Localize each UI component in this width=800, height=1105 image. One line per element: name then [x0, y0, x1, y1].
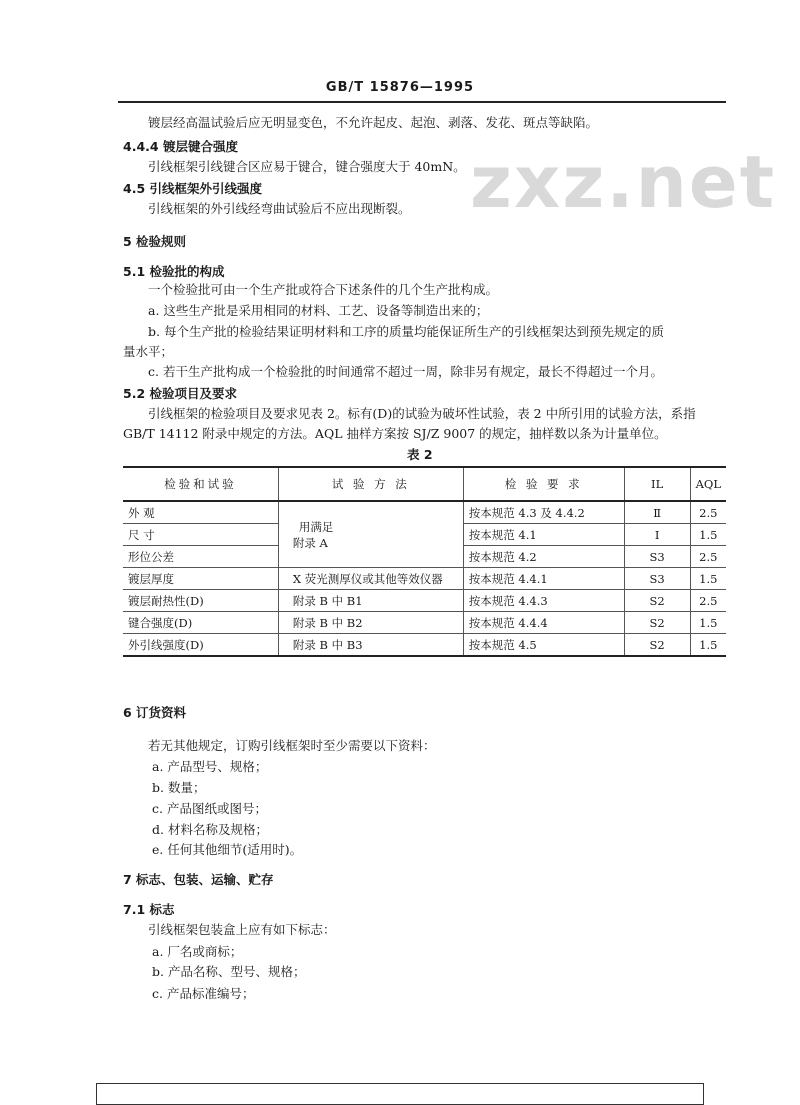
list-item-continuation: 量水平； [123, 344, 174, 359]
paragraph-line: 引线框架的外引线经弯曲试验后不应出现断裂。 [148, 201, 411, 216]
paragraph-line: 引线框架的检验项目及要求见表 2。标有(D)的试验为破坏性试验，表 2 中所引用的试验方法，系指 [148, 406, 696, 421]
page-footer-frame [96, 1083, 704, 1105]
list-item: d. 材料名称及规格； [152, 822, 268, 837]
clause-heading: 4.5 引线框架外引线强度 [123, 181, 262, 196]
paragraph-line: 若无其他规定，订购引线框架时至少需要以下资料： [148, 738, 436, 753]
list-item: a. 产品型号、规格； [152, 759, 268, 774]
table-cell: 镀层耐热性(D) [123, 590, 278, 612]
table-cell: 镀层厚度 [123, 568, 278, 590]
list-item: b. 每个生产批的检验结果证明材料和工序的质量均能保证所生产的引线框架达到预先规定的质 [148, 324, 664, 339]
merged-method-line: 用满足 [298, 519, 334, 534]
paragraph-line: 镀层经高温试验后应无明显变色，不允许起皮、起泡、剥落、发花、斑点等缺陷。 [148, 115, 599, 130]
table-cell: 1.5 [690, 568, 726, 590]
table-header-cell: 试 验 方 法 [278, 467, 463, 501]
table-cell: 附录 B 中 B3 [278, 634, 463, 657]
section-heading: 6 订货资料 [123, 705, 187, 720]
watermark: zxz.net [470, 140, 777, 224]
table-cell: 按本规范 4.1 [463, 524, 624, 546]
list-item: e. 任何其他细节(适用时)。 [152, 842, 303, 857]
table-cell: 1.5 [690, 524, 726, 546]
clause-heading: 5.2 检验项目及要求 [123, 386, 237, 401]
table-cell: S3 [624, 568, 690, 590]
list-item: a. 厂名或商标； [152, 944, 243, 959]
table-cell: 按本规范 4.4.4 [463, 612, 624, 634]
table-cell: 外引线强度(D) [123, 634, 278, 657]
section-heading: 5 检验规则 [123, 234, 187, 249]
table-caption: 表 2 [407, 447, 433, 462]
table-header-cell: 检验和试验 [123, 467, 278, 501]
clause-heading: 7.1 标志 [123, 902, 175, 917]
table-row [123, 501, 726, 524]
table-cell-merged-method [278, 501, 463, 568]
table-header-row [123, 467, 726, 501]
section-heading: 7 标志、包装、运输、贮存 [123, 872, 274, 887]
paragraph-line: 引线框架包装盒上应有如下标志： [148, 922, 336, 937]
table-row [123, 612, 726, 634]
table-cell: 按本规范 4.3 及 4.4.2 [463, 501, 624, 524]
table-cell: S3 [624, 546, 690, 568]
table-cell: 附录 B 中 B1 [278, 590, 463, 612]
table-cell: 2.5 [690, 546, 726, 568]
table-cell: 1.5 [690, 612, 726, 634]
document-header: GB/T 15876—1995 [325, 80, 475, 95]
table-header-cell: IL [624, 467, 690, 501]
table-cell: 按本规范 4.4.1 [463, 568, 624, 590]
paragraph-line: 引线框架引线键合区应易于键合，键合强度大于 40mN。 [148, 159, 466, 174]
table-cell: S2 [624, 612, 690, 634]
table-row [123, 634, 726, 657]
table-cell: 形位公差 [123, 546, 278, 568]
list-item: b. 数量； [152, 780, 206, 795]
table-cell: 尺 寸 [123, 524, 278, 546]
paragraph-line: 一个检验批可由一个生产批或符合下述条件的几个生产批构成。 [148, 282, 499, 297]
table-cell: X 荧光测厚仪或其他等效仪器 [278, 568, 463, 590]
list-item: c. 若干生产批构成一个检验批的时间通常不超过一周，除非另有规定，最长不得超过一个月。 [148, 364, 663, 379]
table-row [123, 568, 726, 590]
table-cell: S2 [624, 590, 690, 612]
table-cell: Ⅱ [624, 501, 690, 524]
list-item: a. 这些生产批是采用相同的材料、工艺、设备等制造出来的； [148, 303, 489, 318]
clause-heading: 4.4.4 镀层键合强度 [123, 139, 238, 154]
paragraph-line: GB/T 14112 附录中规定的方法。AQL 抽样方案按 SJ/Z 9007 的规定，抽样数以条为计量单位。 [123, 426, 667, 441]
list-item: c. 产品图纸或图号； [152, 801, 267, 816]
clause-heading: 5.1 检验批的构成 [123, 264, 225, 279]
table-cell: S2 [624, 634, 690, 657]
table-cell: Ⅰ [624, 524, 690, 546]
list-item: b. 产品名称、型号、规格； [152, 964, 306, 979]
table-cell: 2.5 [690, 501, 726, 524]
list-item: c. 产品标准编号； [152, 986, 255, 1001]
inspection-table [123, 466, 726, 657]
table-cell: 1.5 [690, 634, 726, 657]
table-header-cell: AQL [690, 467, 726, 501]
merged-method-line: 附录 A [292, 535, 328, 550]
table-cell: 外 观 [123, 501, 278, 524]
header-rule [118, 101, 726, 103]
table-cell: 按本规范 4.4.3 [463, 590, 624, 612]
table-cell: 2.5 [690, 590, 726, 612]
table-cell: 按本规范 4.2 [463, 546, 624, 568]
table-cell: 附录 B 中 B2 [278, 612, 463, 634]
table-cell: 键合强度(D) [123, 612, 278, 634]
table-row [123, 590, 726, 612]
table-header-cell: 检 验 要 求 [463, 467, 624, 501]
table-cell: 按本规范 4.5 [463, 634, 624, 657]
